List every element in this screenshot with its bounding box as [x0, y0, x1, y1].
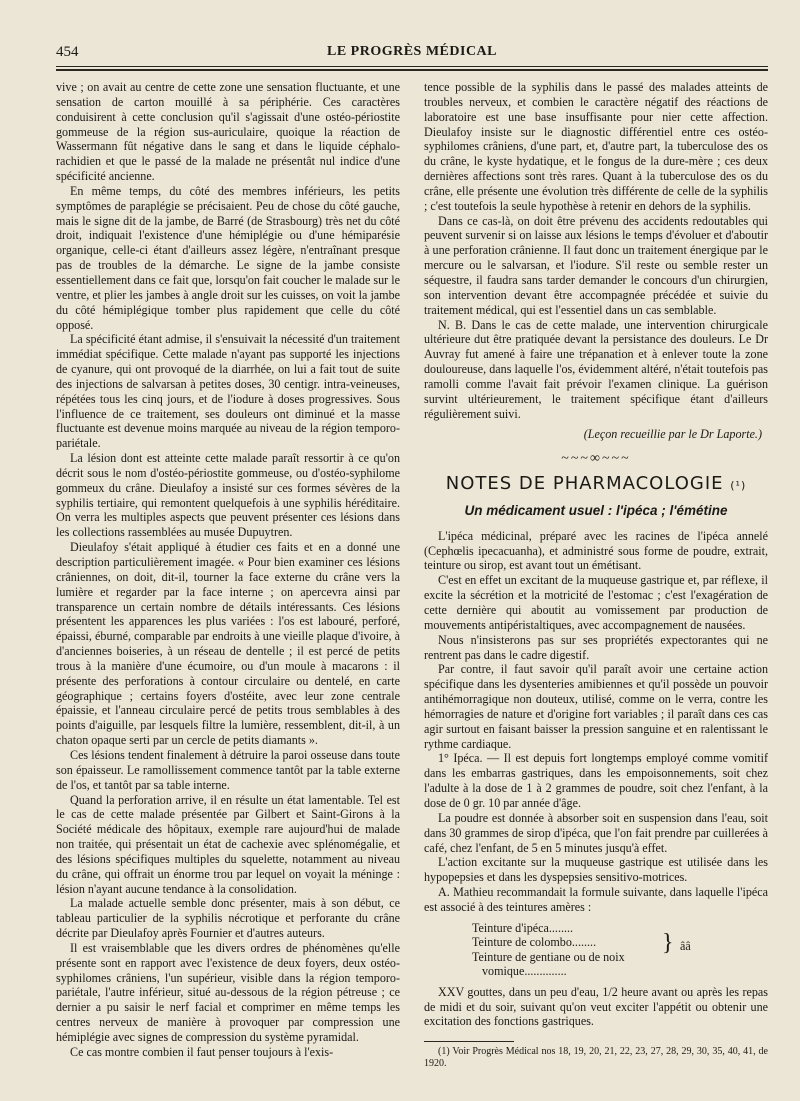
- footnote-marker: (¹): [730, 479, 747, 493]
- brace: }: [662, 929, 674, 956]
- page-number: 454: [56, 44, 79, 60]
- formula-line: Teinture de colombo........: [472, 935, 597, 950]
- header-rule: [56, 66, 768, 67]
- paragraph: C'est en effet un excitant de la muqueuse gastrique et, par réflexe, il excite la sécrétion et la motricité de l'estomac ; c'est l'exagération de cette dernière qui aboutit au vomissement par production de mouvements antipéristaltiques, avec accompagnement de nausées.: [424, 573, 768, 632]
- article-title: Un médicament usuel : l'ipéca ; l'émétine: [464, 502, 728, 518]
- section-ornament: ~~~∞~~~: [561, 451, 631, 467]
- formula-line: Teinture d'ipéca........: [472, 920, 574, 935]
- paragraph: La lésion dont est atteinte cette malade paraît ressortir à ce qu'on décrit sous le nom d'ostéo-périostite gommeuse, ou d'ostéo-syphilome gommeux du crâne. Dieulafoy a insisté sur ces formes sévères de la syphilis tertiaire, qui remontent quelquefois à une syphilis héréditaire. On verra les multiples aspects que peuvent présenter ces lésions dans les collections rassemblées au musée Dupuytren.: [56, 451, 400, 540]
- paragraph: vive ; on avait au centre de cette zone une sensation fluctuante, et une sensation de carton mouillé à sa périphérie. Ces caractères conduisirent à cette conclusion qu'il s'agissait d'une ostéo-périostite gommeuse de la région sus-auriculaire, quoique la réaction de Wassermann fût négative dans le sang et dans le liquide céphalo-rachidien et que le passé de la malade ne présentât nul indice d'une spécificité ancienne.: [56, 80, 400, 184]
- right-column: [424, 80, 768, 1070]
- prescription-formula: [472, 921, 692, 979]
- paragraph: XXV gouttes, dans un peu d'eau, 1/2 heure avant ou après les repas de midi et du soir, suivant qu'on veut exciter l'appétit ou obtenir une excitation des fonctions gastriques.: [424, 984, 768, 1029]
- lecture-credit: (Leçon recueillie par le Dr Laporte.): [583, 427, 762, 442]
- paragraph: La malade actuelle semble donc présenter, mais à son début, ce tableau particulier de la syphilis nécrotique et perforante du crâne décrite par Dieulafoy après Fournier et d'autres auteurs.: [56, 896, 400, 941]
- paragraph: Ces lésions tendent finalement à détruire la paroi osseuse dans toute son épaisseur. Le ramollissement commence tantôt par la table externe de l'os, et tantôt par sa table interne.: [56, 747, 400, 792]
- paragraph: La poudre est donnée à absorber soit en suspension dans l'eau, soit dans 30 grammes de sirop d'ipéca, que l'on fait prendre par cuillerées à café, chez l'enfant, de 5 en 5 minutes jusqu'à effet.: [424, 810, 768, 855]
- paragraph: A. Mathieu recommandait la formule suivante, dans laquelle l'ipéca est associé à des teintures amères :: [424, 885, 768, 914]
- page-header: [56, 44, 768, 64]
- section-title: [424, 473, 768, 495]
- section-title-text: NOTES DE PHARMACOLOGIE: [445, 473, 724, 495]
- left-column: [56, 80, 400, 1060]
- paragraph: Nous n'insisterons pas sur ses propriétés expectorantes qui ne rentrent pas dans le cadre digestif.: [424, 632, 768, 662]
- paragraph: tence possible de la syphilis dans le passé des malades atteints de troubles nerveux, et combien le caractère négatif des réactions de laboratoire est une base insuffisante pour nier cette affection. Dieulafoy insiste sur le diagnostic différentiel entre ces ostéo-syphilomes crâniens, d'une part, et, d'autre part, la tuberculose des os du crâne, le kyste hydatique, et le fongus de la dure-mère ; ces deux dernières affections sont très rares. Quant à la tuberculose des os du crâne, elle présente une évolution très différente de celle de la syphilis ; c'est toutefois la seule hypothèse à retenir en dehors de la syphilis.: [424, 80, 768, 213]
- footnote-rule: [424, 1041, 514, 1042]
- paragraph: La spécificité étant admise, il s'ensuivait la nécessité d'un traitement immédiat spécifique. Cette malade n'ayant pas supporté les injections de cyanure, qui ont provoqué de la diarrhée, on lui a fait tout de suite des injections de salvarsan à petites doses, 30 centigr. intra-veineuses, répétées tous les cinq jours, et de l'iodure à doses progressives. Sous l'influence de ce traitement, ses douleurs ont diminué et la masse fluctuante est devenue moins marquée au niveau de la région temporo-pariétale.: [56, 332, 400, 451]
- paragraph: L'ipéca médicinal, préparé avec les racines de l'ipéca annelé (Cephœlis ipecacuanha), et administré sous forme de poudre, extrait, teinture ou sirop, est avant tout un émétisant.: [424, 528, 768, 573]
- formula-line: vomique..............: [482, 964, 567, 979]
- paragraph: Dieulafoy s'était appliqué à étudier ces faits et en a donné une description particulièrement imagée. « Pour bien examiner ces lésions crâniennes, on doit, dit-il, tourner la face externe du crâne vers la lumière et regarder par la face interne ; on apercevra ainsi par transparence un certain nombre de détails intéressants. Ces lésions présentent les apparences les plus variées : l'os est labouré, perforé, épaissi, éburné, comparable par endroits à une vieille plaque d'ivoire, à d'anciennes boiseries, à un réseau de dentelle ; il est percé de petits trous à la manière d'une écumoire, ou d'un moule à macarons : il présente des perforations à contour circulaire ou dentelé, en carte géographique ; certains foyers d'ostéite, avec leur zone centrale épaissie, et l'anneau circulaire percé de petits trous semblables à des points d'aiguille, par lesquels filtre la lumière, ressemblent, dit-il, à un chaton opaque serti par un cercle de petits diamants ».: [56, 540, 400, 748]
- running-title: LE PROGRÈS MÉDICAL: [326, 44, 498, 59]
- paragraph: Il est vraisemblable que les divers ordres de phénomènes qu'elle présente sont en rapport avec l'existence de deux foyers, deux ostéo-syphilomes crâniens, l'un supérieur, visible dans la région temporo-pariétale, l'autre inférieur, situé au-dessous de la région pétreuse ; ce dernier a pu saisir le nerf facial et comprimer en même temps les centres nerveux de manière à provoquer par compression une hémiplégie avec signes de compression du système pyramidal.: [56, 940, 400, 1044]
- paragraph: Ce cas montre combien il faut penser toujours à l'exis-: [70, 1044, 334, 1059]
- paragraph: 1° Ipéca. — Il est depuis fort longtemps employé comme vomitif dans les embarras gastriques, dans les empoisonnements, soit chez l'adulte à la dose de 1 à 2 grammes de poudre, soit chez l'enfant, à la dose de 0 gr. 10 par année d'âge.: [424, 751, 768, 810]
- paragraph: Quand la perforation arrive, il en résulte un état lamentable. Tel est le cas de cette malade présentée par Gilbert et Saint-Girons à la Société médicale des hôpitaux, exemple rare aujourd'hui de malade non traitée, qui présentait un état de cachexie avec splénomégalie, et des lésions spécifiques multiples du squelette, notamment au niveau du crâne, qui offrait un énorme trou par lequel on voyait la méninge : lésion n'ayant aucune tendance à la consolidation.: [56, 792, 400, 896]
- paragraph: Par contre, il faut savoir qu'il paraît avoir une certaine action spécifique dans les dysenteries amibiennes et qu'il possède un pouvoir antihémorragique non douteux, utilisé, comme on le verra, contre les hémorragies de nature et d'origine fort variables ; il paraît dans ces cas agir surtout en faisant baisser la pression sanguine et en ralentissant le rythme cardiaque.: [424, 662, 768, 751]
- paragraph: N. B. Dans le cas de cette malade, une intervention chirurgicale ultérieure dut être pratiquée devant la persistance des douleurs. Le Dr Auvray fut amené à faire une trépanation et à enlever toute la zone douloureuse, dans laquelle l'os, évidemment altéré, n'était toutefois pas ramolli comme l'avait fait prévoir l'examen clinique. La guérison survint ultérieurement, le traitement spécifique étant d'ailleurs régulièrement suivi.: [424, 317, 768, 421]
- formula-line: Teinture de gentiane ou de noix: [472, 949, 625, 964]
- paragraph: Dans ce cas-là, on doit être prévenu des accidents redoutables qui peuvent survenir si on laisse aux lésions le temps d'évoluer et d'aboutir à une perforation crânienne. Il faut donc un traitement énergique par le mercure ou le salvarsan, et l'iodure. S'il reste ou semble rester un séquestre, il faudra sans tarder demander le concours d'un chirurgien, son intervention devant être accompagnée précédée et suivie du traitement médical, qui est l'essentiel dans un cas semblable.: [424, 213, 768, 317]
- footnote: (1) Voir Progrès Médical nos 18, 19, 20, 21, 22, 23, 27, 28, 29, 30, 35, 40, 41, de 1920.: [424, 1046, 768, 1070]
- paragraph: L'action excitante sur la muqueuse gastrique est utilisée dans les hypopepsies et dans les dyspepsies sensitivo-motrices.: [424, 855, 768, 885]
- header-rule-thick: [56, 69, 768, 71]
- paragraph: En même temps, du côté des membres inférieurs, les petits symptômes de paraplégie se précisaient. Peu de chose du côté gauche, mais le signe dit de la jambe, de Barré (de Strasbourg) très net du côté droit, indiquait l'existence d'une hémiplégie ou d'une hémiparésie organique, celle-ci étant d'ailleurs assez légère, n'entraînant presque pas de troubles de la démarche. Le signe de la jambe consiste essentiellement dans ce fait que, lorsqu'on fait coucher le malade sur le ventre, et plier les jambes à angle droit sur les cuisses, on voit la jambe du côté hémiplégique tomber plus rapidement que celle du côté opposé.: [56, 183, 400, 332]
- formula-quantity: ââ: [680, 938, 691, 953]
